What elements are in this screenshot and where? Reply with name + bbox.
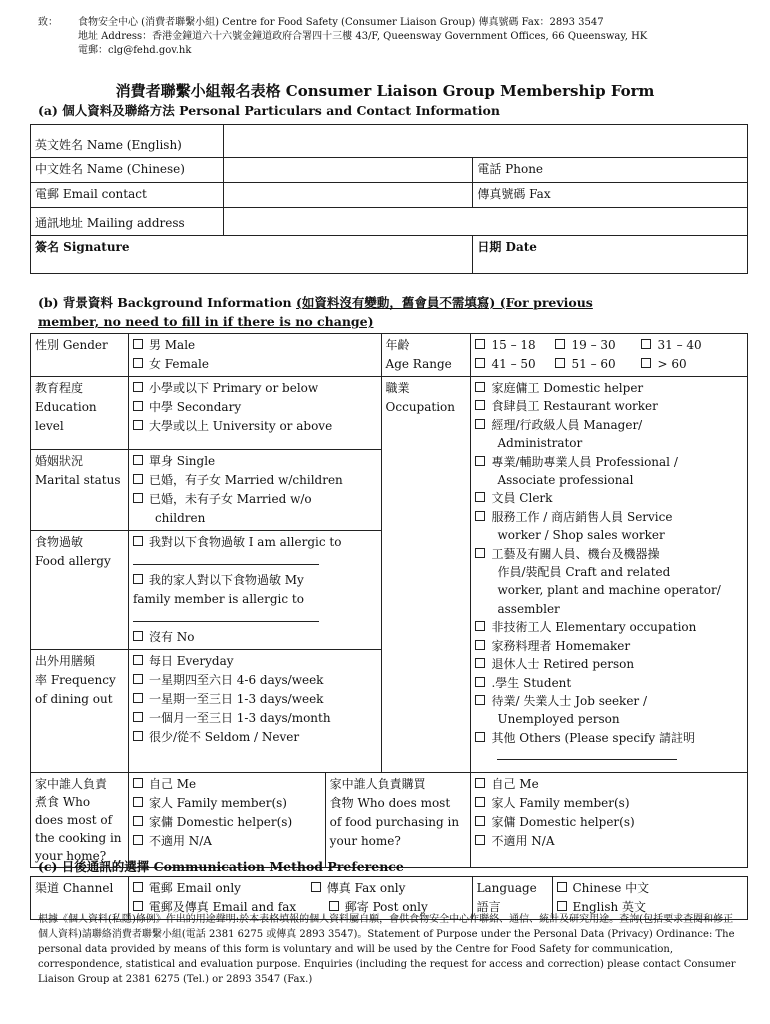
checkbox-icon[interactable]: [133, 731, 143, 741]
dining-option[interactable]: 每日 Everyday: [133, 652, 377, 671]
language-option[interactable]: English 英文: [557, 898, 744, 917]
purchasing-options: [471, 773, 748, 868]
checkbox-icon[interactable]: [133, 901, 143, 911]
gender-female-option[interactable]: 女 Female: [133, 355, 377, 374]
allergy-family-blank[interactable]: [133, 611, 319, 622]
occupation-option[interactable]: 服務工作 / 商店銷售人員 Service: [475, 508, 743, 526]
occupation-option[interactable]: .學生 Student: [475, 674, 743, 692]
occupation-option-continued: worker / Shop sales worker: [497, 528, 665, 543]
occupation-option-continued: assembler: [497, 601, 560, 616]
checkbox-icon[interactable]: [475, 816, 485, 826]
cooking-option[interactable]: 家傭 Domestic helper(s): [133, 813, 321, 832]
allergy-self-option[interactable]: 我對以下食物過敏 I am allergic to: [133, 533, 377, 552]
name-zh-label: 中文姓名 Name (Chinese): [31, 158, 224, 183]
channel-option[interactable]: 電郵及傳真 Email and fax: [133, 898, 329, 917]
checkbox-icon[interactable]: [557, 882, 567, 892]
gender-label: 性別 Gender: [31, 334, 129, 377]
checkbox-icon[interactable]: [133, 655, 143, 665]
checkbox-icon[interactable]: [475, 621, 485, 631]
checkbox-icon[interactable]: [475, 492, 485, 502]
checkbox-icon[interactable]: [475, 382, 485, 392]
personal-particulars-table: [30, 124, 748, 274]
fax-label[interactable]: 傳真號碼 Fax: [473, 183, 748, 208]
checkbox-icon[interactable]: [555, 358, 565, 368]
dining-option[interactable]: 很少/從不 Seldom / Never: [133, 728, 377, 747]
occupation-label: 職業 Occupation: [381, 377, 471, 773]
section-c-heading: (c) 日後通訊的選擇 Communication Method Preference: [38, 859, 404, 874]
occupation-option[interactable]: 非技術工人 Elementary occupation: [475, 618, 743, 636]
occupation-option[interactable]: 經理/行政級人員 Manager/: [475, 416, 743, 434]
email-field[interactable]: [223, 183, 473, 208]
age-option[interactable]: 31 – 40: [641, 338, 701, 352]
purchasing-option[interactable]: 家人 Family member(s): [475, 794, 743, 813]
occupation-option[interactable]: 待業/ 失業人士 Job seeker /: [475, 692, 743, 710]
name-en-field[interactable]: [223, 125, 747, 158]
occupation-option-continued: 作員/裝配員 Craft and related: [497, 565, 671, 580]
language-option[interactable]: Chinese 中文: [557, 879, 744, 898]
gender-male-option[interactable]: 男 Male: [133, 336, 377, 355]
occupation-option[interactable]: 退休人士 Retired person: [475, 655, 743, 673]
section-b-heading-prefix: (b) 背景資料 Background Information: [38, 295, 297, 310]
checkbox-icon[interactable]: [133, 631, 143, 641]
age-label: 年齡 Age Range: [381, 334, 471, 377]
checkbox-icon[interactable]: [133, 882, 143, 892]
checkbox-icon[interactable]: [475, 797, 485, 807]
checkbox-icon[interactable]: [475, 456, 485, 466]
age-option[interactable]: 19 – 30: [555, 336, 641, 355]
age-option[interactable]: > 60: [641, 357, 686, 371]
purchasing-label: 家中誰人負責購買 食物 Who does most of food purchasing in your home?: [325, 773, 471, 868]
occupation-option[interactable]: 專業/輔助專業人員 Professional /: [475, 453, 743, 471]
checkbox-icon[interactable]: [475, 658, 485, 668]
date-label[interactable]: 日期 Date: [473, 236, 748, 274]
education-option[interactable]: 中學 Secondary: [133, 398, 377, 417]
marital-label: 婚姻狀況 Marital status: [31, 450, 129, 531]
cooking-label: 家中誰人負責 煮食 Who does most of the cooking in your home?: [31, 773, 129, 868]
name-en-label: 英文姓名 Name (English): [31, 125, 224, 158]
others-specify-blank[interactable]: [497, 749, 677, 760]
occupation-option[interactable]: 工藝及有關人員、機台及機器操: [475, 545, 743, 563]
checkbox-icon[interactable]: [311, 882, 321, 892]
checkbox-icon[interactable]: [475, 677, 485, 687]
allergy-label: 食物過敏 Food allergy: [31, 531, 129, 650]
checkbox-icon[interactable]: [133, 797, 143, 807]
recipient-line: 食物安全中心 (消費者聯繫小組) Centre for Food Safety (Consumer Liaison Group) 傳真號碼 Fax：2893 3547: [78, 17, 604, 28]
dining-option[interactable]: 一個月一至三日 1-3 days/month: [133, 709, 377, 728]
checkbox-icon[interactable]: [475, 511, 485, 521]
dining-option[interactable]: 一星期四至六日 4-6 days/week: [133, 671, 377, 690]
address-line: 地址 Address：香港金鐘道六十六號金鐘道政府合署四十三樓 43/F, Queensway Government Offices, 66 Queensway, HK: [78, 31, 648, 42]
channel-label: 渠道 Channel: [31, 877, 129, 920]
occupation-option-continued: Administrator: [497, 436, 583, 451]
checkbox-icon[interactable]: [475, 778, 485, 788]
allergy-self-blank[interactable]: [133, 554, 319, 565]
occupation-option[interactable]: 家務料理者 Homemaker: [475, 637, 743, 655]
checkbox-icon[interactable]: [133, 455, 143, 465]
age-options: [471, 334, 748, 377]
checkbox-icon[interactable]: [133, 493, 143, 503]
checkbox-icon[interactable]: [641, 358, 651, 368]
marital-option[interactable]: 單身 Single: [133, 452, 377, 471]
occupation-option[interactable]: 家庭傭工 Domestic helper: [475, 379, 743, 397]
cooking-option[interactable]: 家人 Family member(s): [133, 794, 321, 813]
marital-option[interactable]: 已婚，有子女 Married w/children: [133, 471, 377, 490]
occupation-option-continued: Associate professional: [497, 473, 634, 488]
education-option[interactable]: 小學或以下 Primary or below: [133, 379, 377, 398]
checkbox-icon[interactable]: [475, 732, 485, 742]
cooking-option[interactable]: 自己 Me: [133, 775, 321, 794]
checkbox-icon[interactable]: [133, 712, 143, 722]
checkbox-icon[interactable]: [133, 835, 143, 845]
allergy-none-option[interactable]: 沒有 No: [133, 628, 377, 647]
marital-option[interactable]: 已婚，未有子女 Married w/o: [133, 490, 377, 509]
checkbox-icon[interactable]: [475, 400, 485, 410]
channel-option[interactable]: 傳真 Fax only: [311, 881, 406, 895]
section-b-note-2: member, no need to fill in if there is no change): [38, 314, 374, 329]
section-a-heading: (a) 個人資料及聯絡方法 Personal Particulars and Contact Information: [38, 103, 500, 118]
checkbox-icon[interactable]: [133, 674, 143, 684]
recipient-header: [38, 16, 647, 58]
cooking-options: [128, 773, 325, 868]
name-zh-field[interactable]: [223, 158, 473, 183]
checkbox-icon[interactable]: [475, 835, 485, 845]
section-b-note-1: (如資料沒有變動，舊會員不需填寫) (For previous: [296, 295, 593, 310]
checkbox-icon[interactable]: [329, 901, 339, 911]
channel-option[interactable]: 郵寄 Post only: [329, 900, 428, 914]
occupation-options: [471, 377, 748, 773]
channel-option[interactable]: 電郵 Email only: [133, 879, 311, 898]
marital-options: 單身 Single 已婚，有子女 Married w/children 已婚，未有子女 Married w/o children: [128, 450, 381, 531]
education-label: 教育程度 Education level: [31, 377, 129, 450]
occupation-option[interactable]: 其他 Others (Please specify 請註明: [475, 729, 743, 747]
phone-label[interactable]: 電話 Phone: [473, 158, 748, 183]
background-info-table: [30, 333, 748, 868]
checkbox-icon[interactable]: [133, 574, 143, 584]
checkbox-icon[interactable]: [133, 816, 143, 826]
checkbox-icon[interactable]: [133, 339, 143, 349]
purchasing-option[interactable]: 不適用 N/A: [475, 832, 743, 851]
privacy-statement: 根據《個人資料(私隱)條例》作出的用途聲明:於本表格填報的個人資料屬自願，會供食物安全中心作聯絡、通信、統計及研究用途。查詢(包括要求查閱和修正個人資料)請聯絡消費者聯繫小組(電話 2381 6275 或傳真 2893 3547)。Statement of Purpose under the Personal Data (Privacy) Ordinance: The personal data provided by means of this form is voluntary and will be used by the Centre for Food Safety for communication, correspondence, statistical and evaluation purpose. Enquiries (including the request for access and correction) please contact Consumer Liaison Group at 2381 6275 (Tel.) or 2893 3547 (Fax.): [38, 914, 736, 985]
dining-options: [128, 650, 381, 773]
section-b-heading: [38, 293, 718, 331]
checkbox-icon[interactable]: [133, 693, 143, 703]
dining-label: 出外用膳頻 率 Frequency of dining out: [31, 650, 129, 773]
language-label: Language 語言: [472, 877, 552, 920]
age-option[interactable]: 41 – 50: [475, 355, 555, 374]
checkbox-icon[interactable]: [133, 358, 143, 368]
checkbox-icon[interactable]: [555, 339, 565, 349]
allergy-options: 我對以下食物過敏 I am allergic to 我的家人對以下食物過敏 My family member is allergic to 沒有 No: [128, 531, 381, 650]
checkbox-icon[interactable]: [475, 640, 485, 650]
signature-label[interactable]: 簽名 Signature: [31, 236, 473, 274]
cooking-option[interactable]: 不適用 N/A: [133, 832, 321, 851]
checkbox-icon[interactable]: [475, 548, 485, 558]
education-options: [128, 377, 381, 450]
checkbox-icon[interactable]: [475, 339, 485, 349]
purchasing-option[interactable]: 家傭 Domestic helper(s): [475, 813, 743, 832]
purchasing-option[interactable]: 自己 Me: [475, 775, 743, 794]
checkbox-icon[interactable]: [475, 695, 485, 705]
age-option[interactable]: 15 – 18: [475, 336, 555, 355]
checkbox-icon[interactable]: [133, 401, 143, 411]
education-option[interactable]: 大學或以上 University or above: [133, 417, 377, 436]
email-line: 電郵：clg@fehd.gov.hk: [78, 45, 192, 56]
checkbox-icon[interactable]: [557, 901, 567, 911]
allergy-family-option[interactable]: 我的家人對以下食物過敏 My: [133, 571, 377, 590]
form-title: 消費者聯繫小組報名表格 Consumer Liaison Group Membership Form: [115, 82, 655, 100]
checkbox-icon[interactable]: [475, 358, 485, 368]
checkbox-icon[interactable]: [133, 536, 143, 546]
occupation-option-continued: Unemployed person: [497, 712, 620, 727]
checkbox-icon[interactable]: [475, 419, 485, 429]
checkbox-icon[interactable]: [641, 339, 651, 349]
dining-option[interactable]: 一星期一至三日 1-3 days/week: [133, 690, 377, 709]
mailing-address-field[interactable]: [223, 208, 747, 236]
to-label: 致：: [38, 17, 58, 28]
occupation-option[interactable]: 食肆員工 Restaurant worker: [475, 397, 743, 415]
checkbox-icon[interactable]: [133, 420, 143, 430]
checkbox-icon[interactable]: [133, 382, 143, 392]
age-option[interactable]: 51 – 60: [555, 355, 641, 374]
checkbox-icon[interactable]: [133, 474, 143, 484]
occupation-option[interactable]: 文員 Clerk: [475, 489, 743, 507]
email-label: 電郵 Email contact: [31, 183, 224, 208]
checkbox-icon[interactable]: [133, 778, 143, 788]
mailing-address-label: 通訊地址 Mailing address: [31, 208, 224, 236]
occupation-option-continued: worker, plant and machine operator/: [497, 583, 721, 598]
